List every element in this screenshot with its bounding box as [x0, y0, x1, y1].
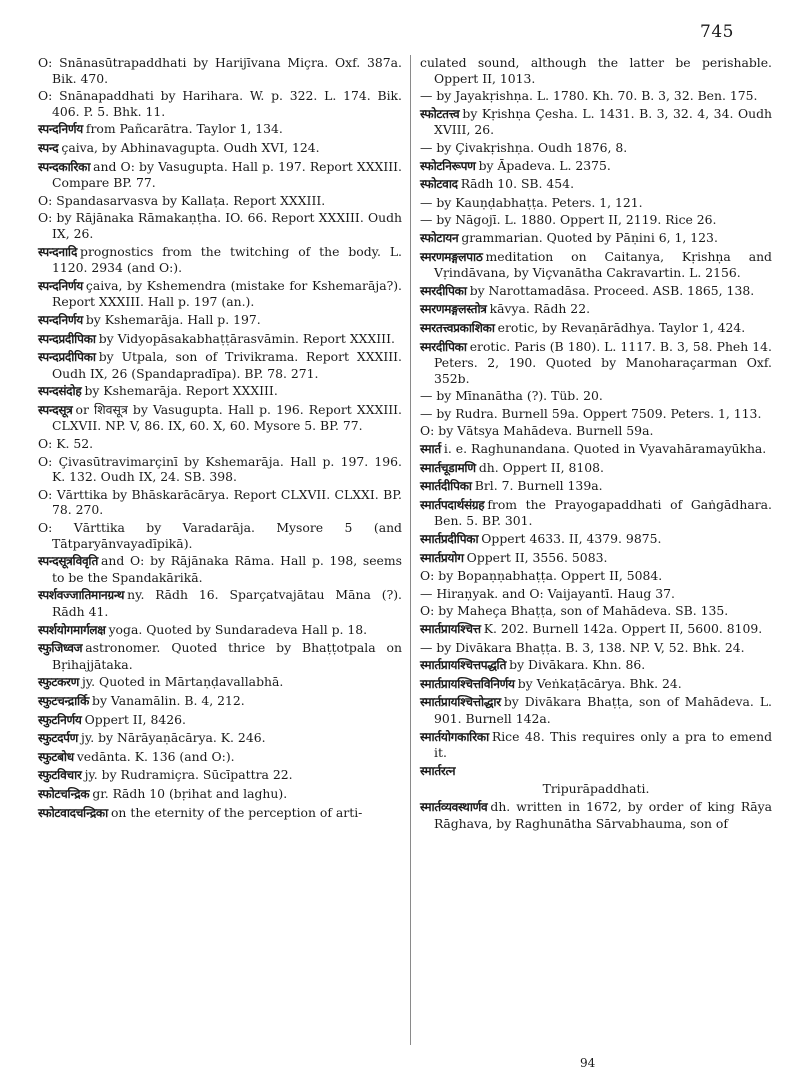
index-entry — [38, 193, 402, 209]
entry-text: O: Vārttika by Bhāskarācārya. Report CLXVII. CLXXI. BP. 78. 270. — [38, 486, 402, 518]
entry-text: — Hiraṇyak. and O: Vaijayantī. Haug 37. — [420, 585, 675, 601]
index-entry — [38, 640, 402, 672]
index-entry — [420, 460, 772, 477]
index-entry — [420, 568, 772, 584]
entry-text: — by Nāgojī. L. 1880. Oppert II, 2119. Rice 26. — [420, 212, 717, 228]
index-entry — [420, 88, 772, 104]
index-entry — [420, 176, 772, 193]
entry-text: i. e. Raghunandana. Quoted in Vyavahāramayūkha. — [443, 441, 767, 457]
entry-headword: स्फुटनिर्णय — [38, 712, 82, 727]
entry-headword: स्फुजिध्वज — [38, 641, 83, 656]
index-entry — [38, 349, 402, 381]
page-number: 745 — [700, 22, 734, 42]
entry-text: dh. Oppert II, 8108. — [478, 459, 604, 475]
entry-text: çaiva, by Kshemendra (mistake for Kshemarāja?). Report XXXIII. Hall p. 197 (an.). — [52, 277, 402, 310]
index-entry — [38, 622, 402, 639]
entry-text: culated sound, although the latter be perishable. Oppert II, 1013. — [420, 55, 772, 86]
entry-headword: स्पन्दनिर्णय — [38, 122, 83, 137]
index-entry — [38, 436, 402, 452]
entry-text: Oppert II, 8426. — [84, 711, 186, 727]
entry-text: by Āpadeva. L. 2375. — [478, 157, 611, 173]
entry-text: Brl. 7. Burnell 139a. — [474, 478, 603, 494]
index-entry — [420, 586, 772, 602]
index-entry — [38, 587, 402, 619]
entry-text: jy. by Rudramiçra. Sūcīpattra 22. — [84, 767, 293, 783]
entry-headword: स्फुटचन्द्रार्कि — [38, 693, 90, 708]
entry-text: K. 202. Burnell 142a. Oppert II, 5600. 8109. — [483, 621, 763, 636]
entry-text: from the Prayogapaddhati of Gaṅgādhara. Ben. 5. BP. 301. — [434, 496, 772, 529]
index-entry — [420, 478, 772, 495]
column-divider — [410, 55, 411, 1045]
entry-text: by Utpala, son of Trivikrama. Report XXXIII. Oudh IX, 26 (Spandapradīpa). BP. 78. 271. — [52, 349, 402, 381]
entry-headword: स्मार्तचूडामणि — [420, 460, 476, 475]
index-entry — [420, 249, 772, 281]
entry-headword: स्पन्दप्रदीपिका — [38, 331, 96, 346]
index-entry — [38, 712, 402, 729]
index-entry — [420, 657, 772, 674]
index-entry — [38, 786, 402, 803]
entry-text: çaiva, by Abhinavagupta. Oudh XVI, 124. — [61, 139, 320, 155]
entry-headword: स्पन्दसूत्रविवृति — [38, 554, 99, 569]
entry-text: O: Snānasūtrapaddhati by Harijīvana Miçra. Oxf. 387a. Bik. 470. — [38, 55, 402, 86]
index-entry — [38, 749, 402, 766]
entry-headword: स्पन्दनिर्णय — [38, 312, 83, 327]
entry-text: by Vanamālin. B. 4, 212. — [92, 692, 245, 708]
entry-headword: स्पन्दकारिका — [38, 159, 91, 174]
index-entry — [420, 531, 772, 548]
entry-text: Rice 48. This requires only a pra to emend it. — [434, 728, 772, 761]
entry-text: — by Rudra. Burnell 59a. Oppert 7509. Peters. 1, 113. — [420, 405, 762, 421]
index-entry — [38, 331, 402, 348]
index-entry — [38, 767, 402, 784]
index-entry — [420, 320, 772, 337]
entry-headword: स्मार्तप्रायश्चित्त — [420, 622, 481, 636]
entry-text: by Divākara Bhaṭṭa, son of Mahādeva. L. 901. Burnell 142a. — [434, 694, 772, 726]
entry-headword: स्फोटनिरूपण — [420, 158, 476, 173]
index-entry — [420, 694, 772, 726]
entry-text: O: by Maheça Bhaṭṭa, son of Mahādeva. SB. 135. — [420, 603, 729, 619]
entry-text: gr. Rādh 10 (bṛihat and laghu). — [92, 785, 288, 801]
entry-text: by Kshemarāja. Hall p. 197. — [85, 311, 261, 327]
index-entry — [420, 195, 772, 211]
entry-text: by Kṛishṇa Çesha. L. 1431. B. 3, 32. 4, 34. Oudh XVIII, 26. — [434, 105, 772, 138]
entry-text: meditation on Caitanya, Kṛishṇa and Vṛindāvana, by Viçvanātha Cakravartin. L. 2156. — [434, 248, 772, 281]
entry-text: Oppert II, 3556. 5083. — [466, 549, 608, 565]
entry-headword: स्मरदीपिका — [420, 283, 467, 298]
index-entry — [420, 406, 772, 422]
index-entry — [420, 729, 772, 761]
entry-text: O: Snānapaddhati by Harihara. W. p. 322. L. 174. Bik. 406. P. 5. Bhk. 11. — [38, 88, 402, 119]
entry-text: O: Çivasūtravimarçinī by Kshemarāja. Hall p. 197. 196. K. 132. Oudh IX, 24. SB. 398. — [38, 453, 402, 485]
entry-headword: स्मार्तप्रायश्चित्तोद्धार — [420, 695, 501, 710]
left-column — [38, 55, 402, 823]
entry-headword: स्मरतत्त्वप्रकाशिका — [420, 320, 495, 335]
entry-headword: स्मरणमङ्गलपाठ — [420, 249, 483, 264]
entry-headword: स्फुटविचार — [38, 768, 82, 783]
index-entry — [38, 693, 402, 710]
entry-headword: स्पर्शयोगमार्गलक्ष — [38, 622, 106, 637]
entry-text: Tripurāpaddhati. — [542, 781, 650, 797]
index-entry — [420, 212, 772, 228]
index-entry — [38, 674, 402, 691]
entry-headword: स्मार्तप्रयोग — [420, 550, 464, 565]
entry-headword: स्फुटदर्पण — [38, 731, 79, 746]
index-entry — [420, 55, 772, 86]
entry-text: ny. Rādh 16. Sparçatvajātau Māna (?). Rādh 41. — [52, 587, 402, 619]
index-entry — [420, 388, 772, 404]
entry-text: jy. by Nārāyaṇācārya. K. 246. — [81, 730, 266, 746]
index-entry — [420, 763, 772, 780]
entry-text: erotic. Paris (B 180). L. 1117. B. 3, 58. Pheh 14. Peters. 2, 190. Quoted by Manoharaçarman Oxf. 352b. — [434, 338, 772, 386]
entry-text: and O: by Rājānaka Rāma. Hall p. 198, seems to be the Spandakārikā. — [52, 553, 402, 585]
entry-headword: स्मार्तयोगकारिका — [420, 729, 489, 744]
entry-headword: स्पन्दसंदोह — [38, 384, 82, 399]
index-entry — [38, 312, 402, 329]
entry-text: — by Çivakṛishṇa. Oudh 1876, 8. — [420, 139, 628, 155]
entry-text: prognostics from the twitching of the body. L. 1120. 2934 (and O:). — [52, 243, 402, 276]
index-entry — [420, 230, 772, 247]
entry-text: vedānta. K. 136 (and O:). — [76, 748, 235, 764]
index-entry — [38, 244, 402, 276]
entry-text: and O: by Vasugupta. Hall p. 197. Report XXXIII. Compare BP. 77. — [52, 158, 402, 191]
entry-headword: स्मार्तरत्न — [420, 763, 456, 778]
entry-text: Rādh 10. SB. 454. — [460, 176, 575, 192]
index-entry — [38, 121, 402, 138]
entry-headword: स्फोटवाद — [420, 177, 458, 192]
footer-number: 94 — [580, 1056, 596, 1070]
index-entry — [420, 140, 772, 156]
entry-text: by Vidyopāsakabhaṭṭārasvāmin. Report XXXIII. — [98, 330, 395, 346]
entry-headword: स्मरदीपिका — [420, 339, 467, 354]
index-entry — [420, 106, 772, 138]
index-entry — [38, 55, 402, 86]
entry-headword: स्पर्शवज्जातिमानग्रन्थ — [38, 588, 125, 603]
index-entry — [420, 301, 772, 318]
index-entry — [420, 781, 772, 797]
entry-text: O: by Rājānaka Rāmakaṇṭha. IO. 66. Report XXXIII. Oudh IX, 26. — [38, 210, 402, 241]
entry-headword: स्मार्तपदार्थसंग्रह — [420, 497, 485, 512]
entry-text: by Divākara. Khn. 86. — [509, 657, 646, 673]
entry-headword: स्मार्तप्रदीपिका — [420, 532, 479, 547]
entry-text: on the eternity of the perception of arti- — [110, 804, 363, 820]
entry-headword: स्मार्त — [420, 442, 441, 457]
entry-text: — by Divākara Bhaṭṭa. B. 3, 138. NP. V, 52. Bhk. 24. — [420, 639, 745, 655]
entry-headword: स्मरणमङ्गलस्तोत्र — [420, 302, 487, 317]
entry-text: grammarian. Quoted by Pāṇini 6, 1, 123. — [461, 229, 718, 245]
entry-text: O: by Vātsya Mahādeva. Burnell 59a. — [420, 423, 654, 439]
entry-headword: स्मार्तव्यवस्थार्णव — [420, 799, 488, 814]
index-entry — [38, 140, 402, 157]
index-entry — [38, 454, 402, 485]
index-entry — [38, 520, 402, 551]
entry-text: Oppert 4633. II, 4379. 9875. — [481, 531, 662, 547]
index-entry — [420, 799, 772, 831]
index-entry — [38, 805, 402, 822]
entry-text: O: Spandasarvasva by Kallaṭa. Report XXXIII. — [38, 192, 326, 208]
index-entry — [38, 159, 402, 191]
index-entry — [420, 676, 772, 693]
index-entry — [420, 621, 772, 638]
index-entry — [420, 423, 772, 439]
index-entry — [38, 487, 402, 518]
entry-text: astronomer. Quoted thrice by Bhaṭṭotpala on Bṛihajjātaka. — [52, 640, 402, 672]
index-entry — [38, 383, 402, 400]
entry-text: O: by Bopaṇṇabhaṭṭa. Oppert II, 5084. — [420, 568, 663, 584]
entry-text: — by Kauṇḍabhaṭṭa. Peters. 1, 121. — [420, 194, 643, 210]
entry-headword: स्फुटकरण — [38, 675, 79, 690]
index-entry — [38, 88, 402, 119]
entry-headword: स्पन्दनादि — [38, 244, 78, 259]
entry-text: yoga. Quoted by Sundaradeva Hall p. 18. — [108, 621, 368, 637]
entry-headword: स्मार्तप्रायश्चित्तविनिर्णय — [420, 676, 515, 691]
entry-text: — by Jayakṛishṇa. L. 1780. Kh. 70. B. 3, 32. Ben. 175. — [420, 88, 758, 104]
right-column — [420, 55, 772, 833]
entry-text: by Narottamadāsa. Proceed. ASB. 1865, 138. — [469, 282, 755, 298]
entry-text: O: K. 52. — [38, 436, 94, 452]
index-entry — [38, 553, 402, 585]
entry-headword: स्पन्द — [38, 140, 59, 155]
index-entry — [38, 210, 402, 241]
entry-text: jy. Quoted in Mārtaṇḍavallabhā. — [81, 674, 284, 690]
entry-text: by Kshemarāja. Report XXXIII. — [84, 383, 278, 399]
entry-text: erotic, by Revaṇārādhya. Taylor 1, 424. — [497, 319, 746, 335]
index-entry — [420, 497, 772, 529]
entry-headword: स्फुटबोध — [38, 749, 74, 764]
index-entry — [38, 278, 402, 310]
entry-text: from Pañcarātra. Taylor 1, 134. — [85, 121, 283, 137]
index-entry — [420, 283, 772, 300]
index-entry — [420, 550, 772, 567]
index-entry — [420, 158, 772, 175]
entry-text: O: Vārttika by Varadarāja. Mysore 5 (and Tātparyānvayadīpikā). — [38, 520, 402, 551]
entry-text: by Veṅkaṭācārya. Bhk. 24. — [517, 675, 682, 691]
entry-headword: स्मार्तदीपिका — [420, 479, 472, 494]
entry-headword: स्फोटतत्त्व — [420, 106, 460, 121]
index-entry — [38, 730, 402, 747]
index-entry — [38, 402, 402, 434]
index-entry — [420, 441, 772, 458]
entry-text: or शिवसूत्र by Vasugupta. Hall p. 196. Report XXXIII. CLXVII. NP. V, 86. IX, 60. X, 60. Mysore 5. BP. 77. — [52, 401, 402, 434]
index-entry — [420, 640, 772, 656]
entry-text: — by Mīnanātha (?). Tüb. 20. — [420, 388, 603, 404]
entry-text: kāvya. Rādh 22. — [489, 301, 591, 317]
entry-headword: स्पन्दप्रदीपिका — [38, 350, 96, 365]
entry-text: dh. written in 1672, by order of king Rāya Rāghava, by Raghunātha Sārvabhauma, son of — [434, 798, 772, 831]
entry-headword: स्फोटवादचन्द्रिका — [38, 805, 108, 820]
entry-headword: स्फोटायन — [420, 230, 459, 245]
entry-headword: स्फोटचन्द्रिक — [38, 786, 90, 801]
entry-headword: स्पन्दनिर्णय — [38, 278, 83, 293]
entry-headword: स्मार्तप्रायश्चित्तपद्धति — [420, 658, 507, 673]
entry-headword: स्पन्दसूत्र — [38, 402, 73, 417]
index-entry — [420, 603, 772, 619]
index-entry — [420, 339, 772, 387]
